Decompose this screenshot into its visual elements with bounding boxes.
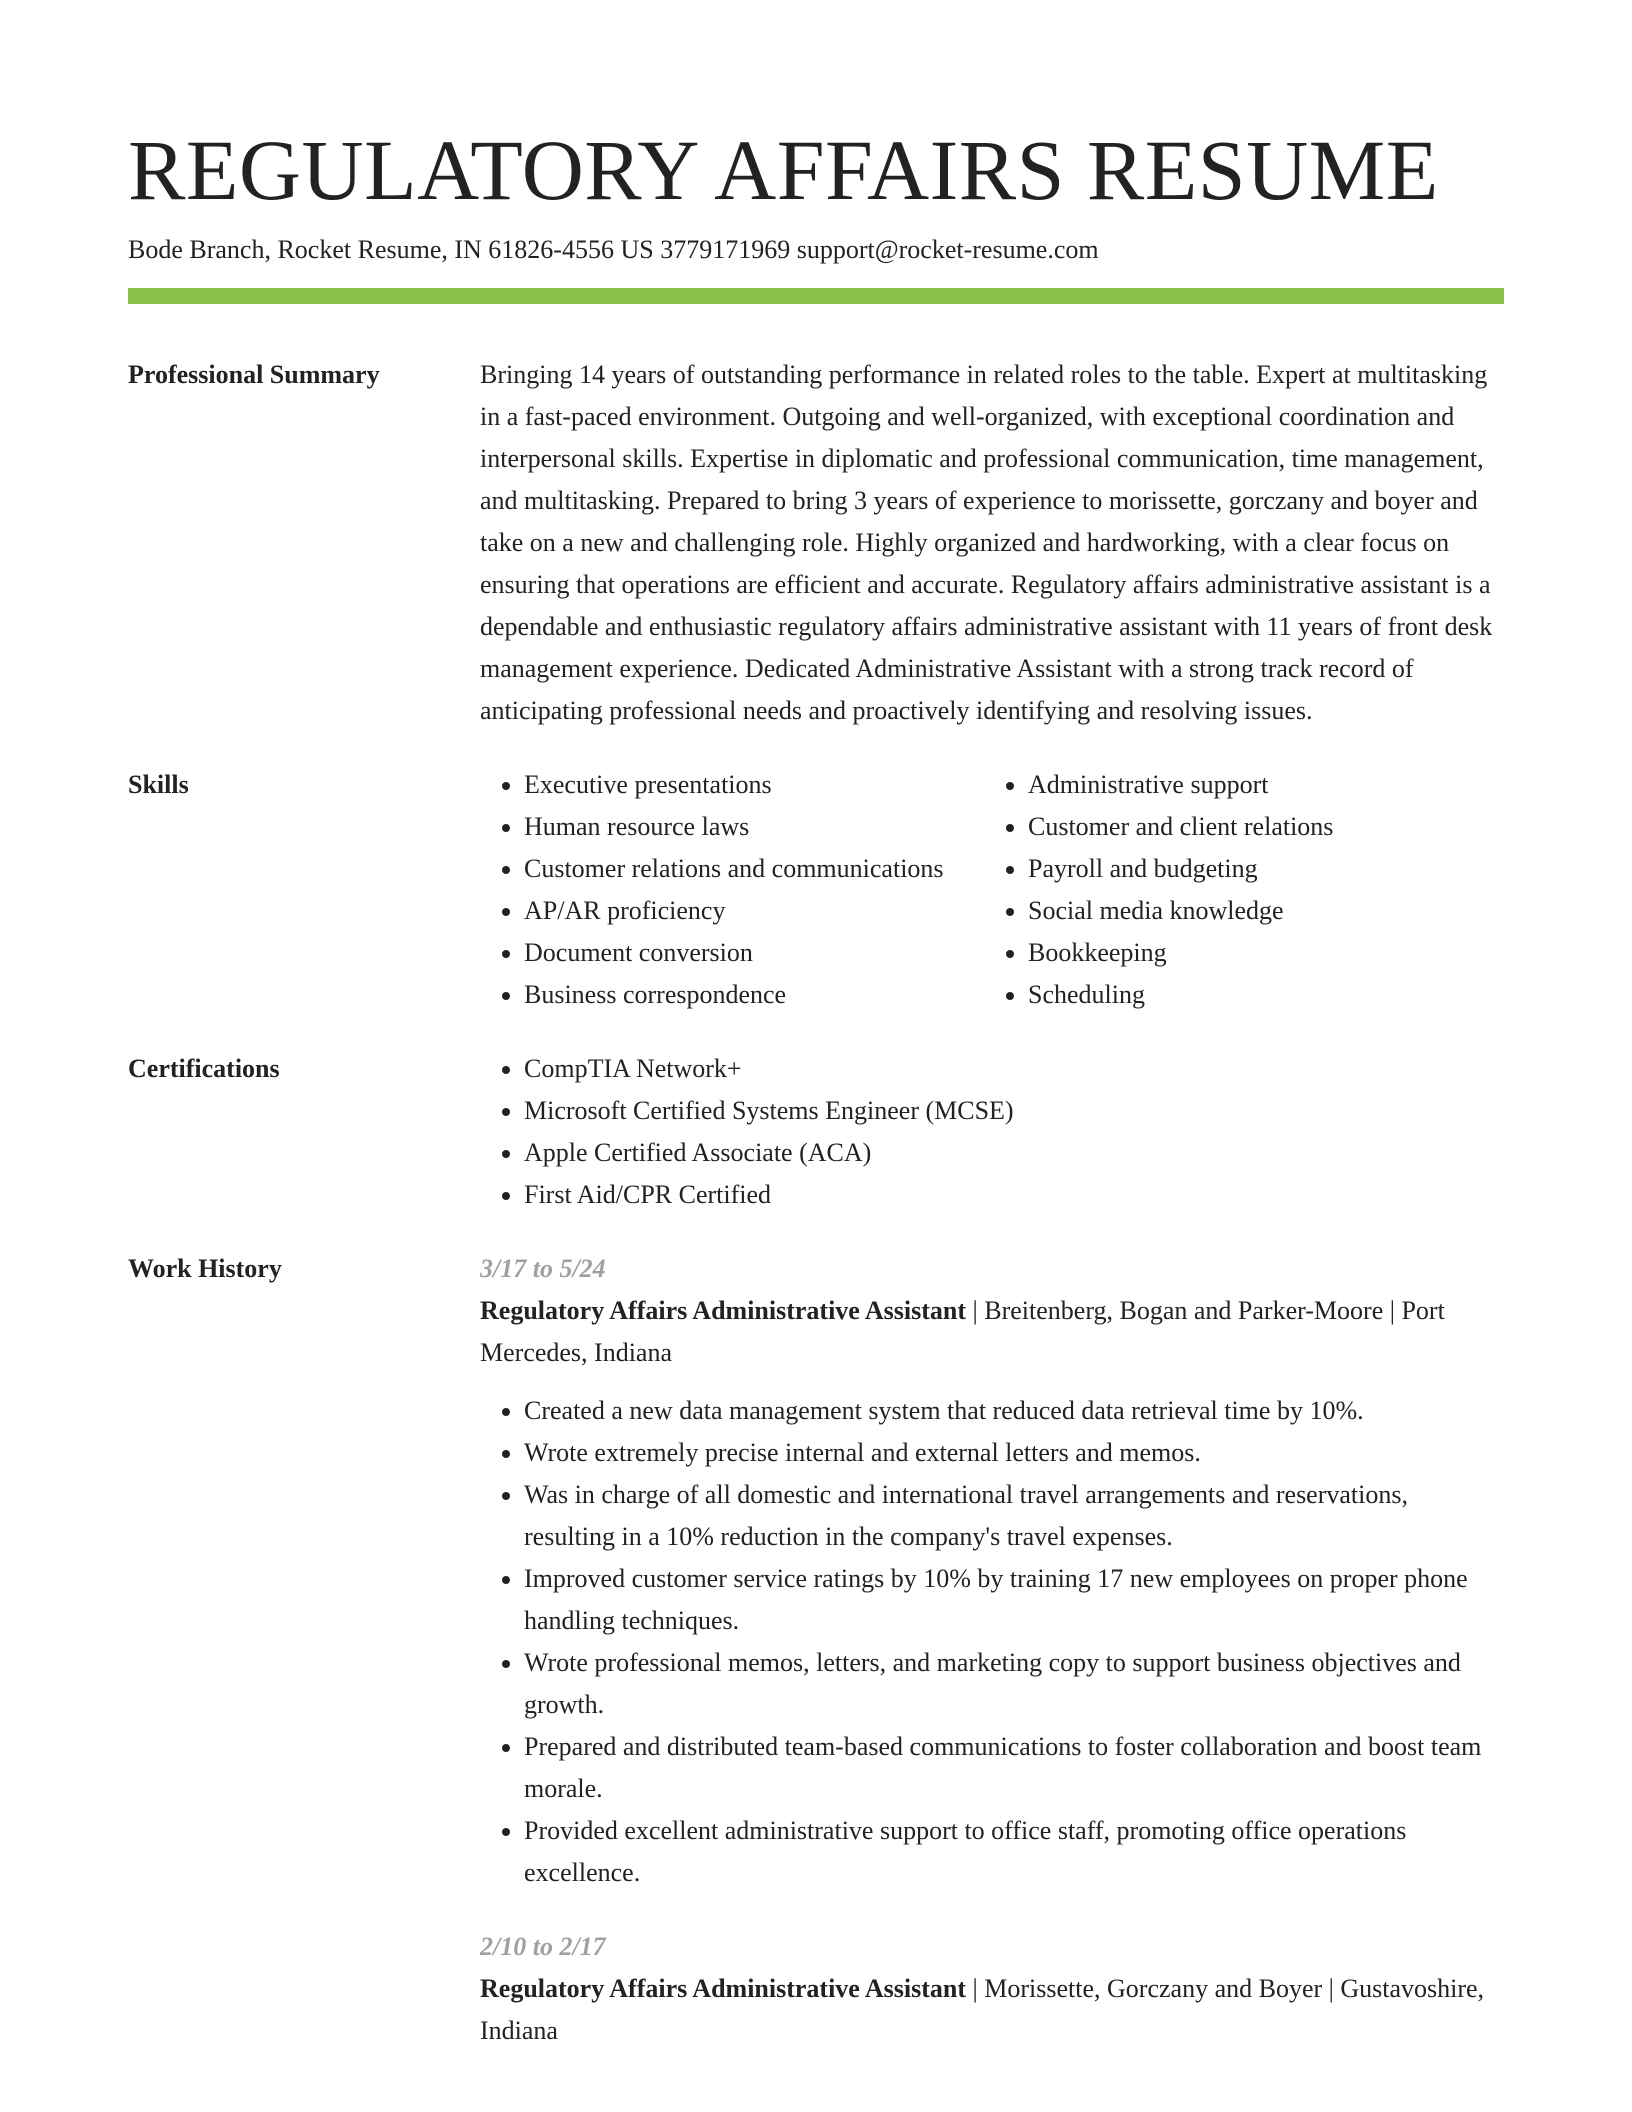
job-company: | Morissette, Gorczany and Boyer | Gustavoshire, Indiana (480, 1974, 1485, 2045)
job-bullet: • Prepared and distributed team-based communications to foster collaboration and boost team morale. (524, 1726, 1504, 1810)
skill-item: • Customer and client relations (1028, 806, 1333, 848)
job-bullet: • Provided excellent administrative support to office staff, promoting office operations excellence. (524, 1810, 1504, 1894)
job-date: 2/10 to 2/17 (480, 1932, 606, 1961)
section-label-summary: Professional Summary (128, 360, 380, 389)
professional-summary-section (128, 354, 1504, 732)
job-entry (480, 1926, 1504, 2052)
skills-columns (480, 764, 1504, 1016)
certification-item: • Apple Certified Associate (ACA) (524, 1132, 1504, 1174)
skill-item: • Administrative support (1028, 764, 1333, 806)
certification-item: • CompTIA Network+ (524, 1048, 1504, 1090)
skill-item: • AP/AR proficiency (524, 890, 984, 932)
skill-item: • Document conversion (524, 932, 984, 974)
work-history-body (480, 1248, 1504, 2052)
skill-item: • Human resource laws (524, 806, 984, 848)
skill-item: • Customer relations and communications (524, 848, 984, 890)
job-date: 3/17 to 5/24 (480, 1254, 606, 1283)
job-heading (480, 1968, 1504, 2052)
certification-item: • Microsoft Certified Systems Engineer (MCSE) (524, 1090, 1504, 1132)
section-label-work-history: Work History (128, 1254, 282, 1283)
skill-item: • Scheduling (1028, 974, 1333, 1016)
job-entry (480, 1248, 1504, 1894)
work-history-section (128, 1248, 1504, 2052)
certifications-section (128, 1048, 1504, 1216)
job-bullet: • Improved customer service ratings by 10% by training 17 new employees on proper phone handling techniques. (524, 1558, 1504, 1642)
summary-text: Bringing 14 years of outstanding performance in related roles to the table. Expert at multitasking in a fast-paced environment. Outgoing and well-organized, with exceptional coordination and interpersonal skills. Expertise in diplomatic and professional communication, time management, and multitasking. Prepared to bring 3 years of experience to morissette, gorczany and boyer and take on a new and challenging role. Highly organized and hardworking, with a clear focus on ensuring that operations are efficient and accurate. Regulatory affairs administrative assistant is a dependable and enthusiastic regulatory affairs administrative assistant with 11 years of front desk management experience. Dedicated Administrative Assistant with a strong track record of anticipating professional needs and proactively identifying and resolving issues. (480, 360, 1493, 725)
resume-page (128, 120, 1504, 2052)
contact-line: Bode Branch, Rocket Resume, IN 61826-4556 US 3779171969 support@rocket-resume.com (128, 235, 1099, 264)
skills-section (128, 764, 1504, 1016)
certifications-list (480, 1048, 1504, 1216)
job-bullet: • Wrote extremely precise internal and external letters and memos. (524, 1432, 1504, 1474)
job-bullet: • Created a new data management system that reduced data retrieval time by 10%. (524, 1390, 1504, 1432)
job-heading (480, 1290, 1504, 1374)
job-bullet: • Was in charge of all domestic and international travel arrangements and reservations, resulting in a 10% reduction in the company's travel expenses. (524, 1474, 1504, 1558)
certification-item: • First Aid/CPR Certified (524, 1174, 1504, 1216)
skills-list-right (984, 764, 1333, 1016)
skill-item: • Payroll and budgeting (1028, 848, 1333, 890)
job-title: Regulatory Affairs Administrative Assistant (480, 1296, 967, 1325)
job-bullet: • Wrote professional memos, letters, and marketing copy to support business objectives and growth. (524, 1642, 1504, 1726)
job-title: Regulatory Affairs Administrative Assistant (480, 1974, 967, 2003)
job-company: | Breitenberg, Bogan and Parker-Moore | Port Mercedes, Indiana (480, 1296, 1445, 1367)
job-bullet-list (480, 1390, 1504, 1894)
section-label-certifications: Certifications (128, 1054, 280, 1083)
skill-item: • Social media knowledge (1028, 890, 1333, 932)
certifications-body (480, 1048, 1504, 1216)
skill-item: • Bookkeeping (1028, 932, 1333, 974)
resume-title: REGULATORY AFFAIRS RESUME (128, 122, 1439, 218)
skill-item: • Executive presentations (524, 764, 984, 806)
skill-item: • Business correspondence (524, 974, 984, 1016)
accent-divider (128, 288, 1504, 304)
skills-list-left (480, 764, 984, 1016)
section-label-skills: Skills (128, 770, 189, 799)
